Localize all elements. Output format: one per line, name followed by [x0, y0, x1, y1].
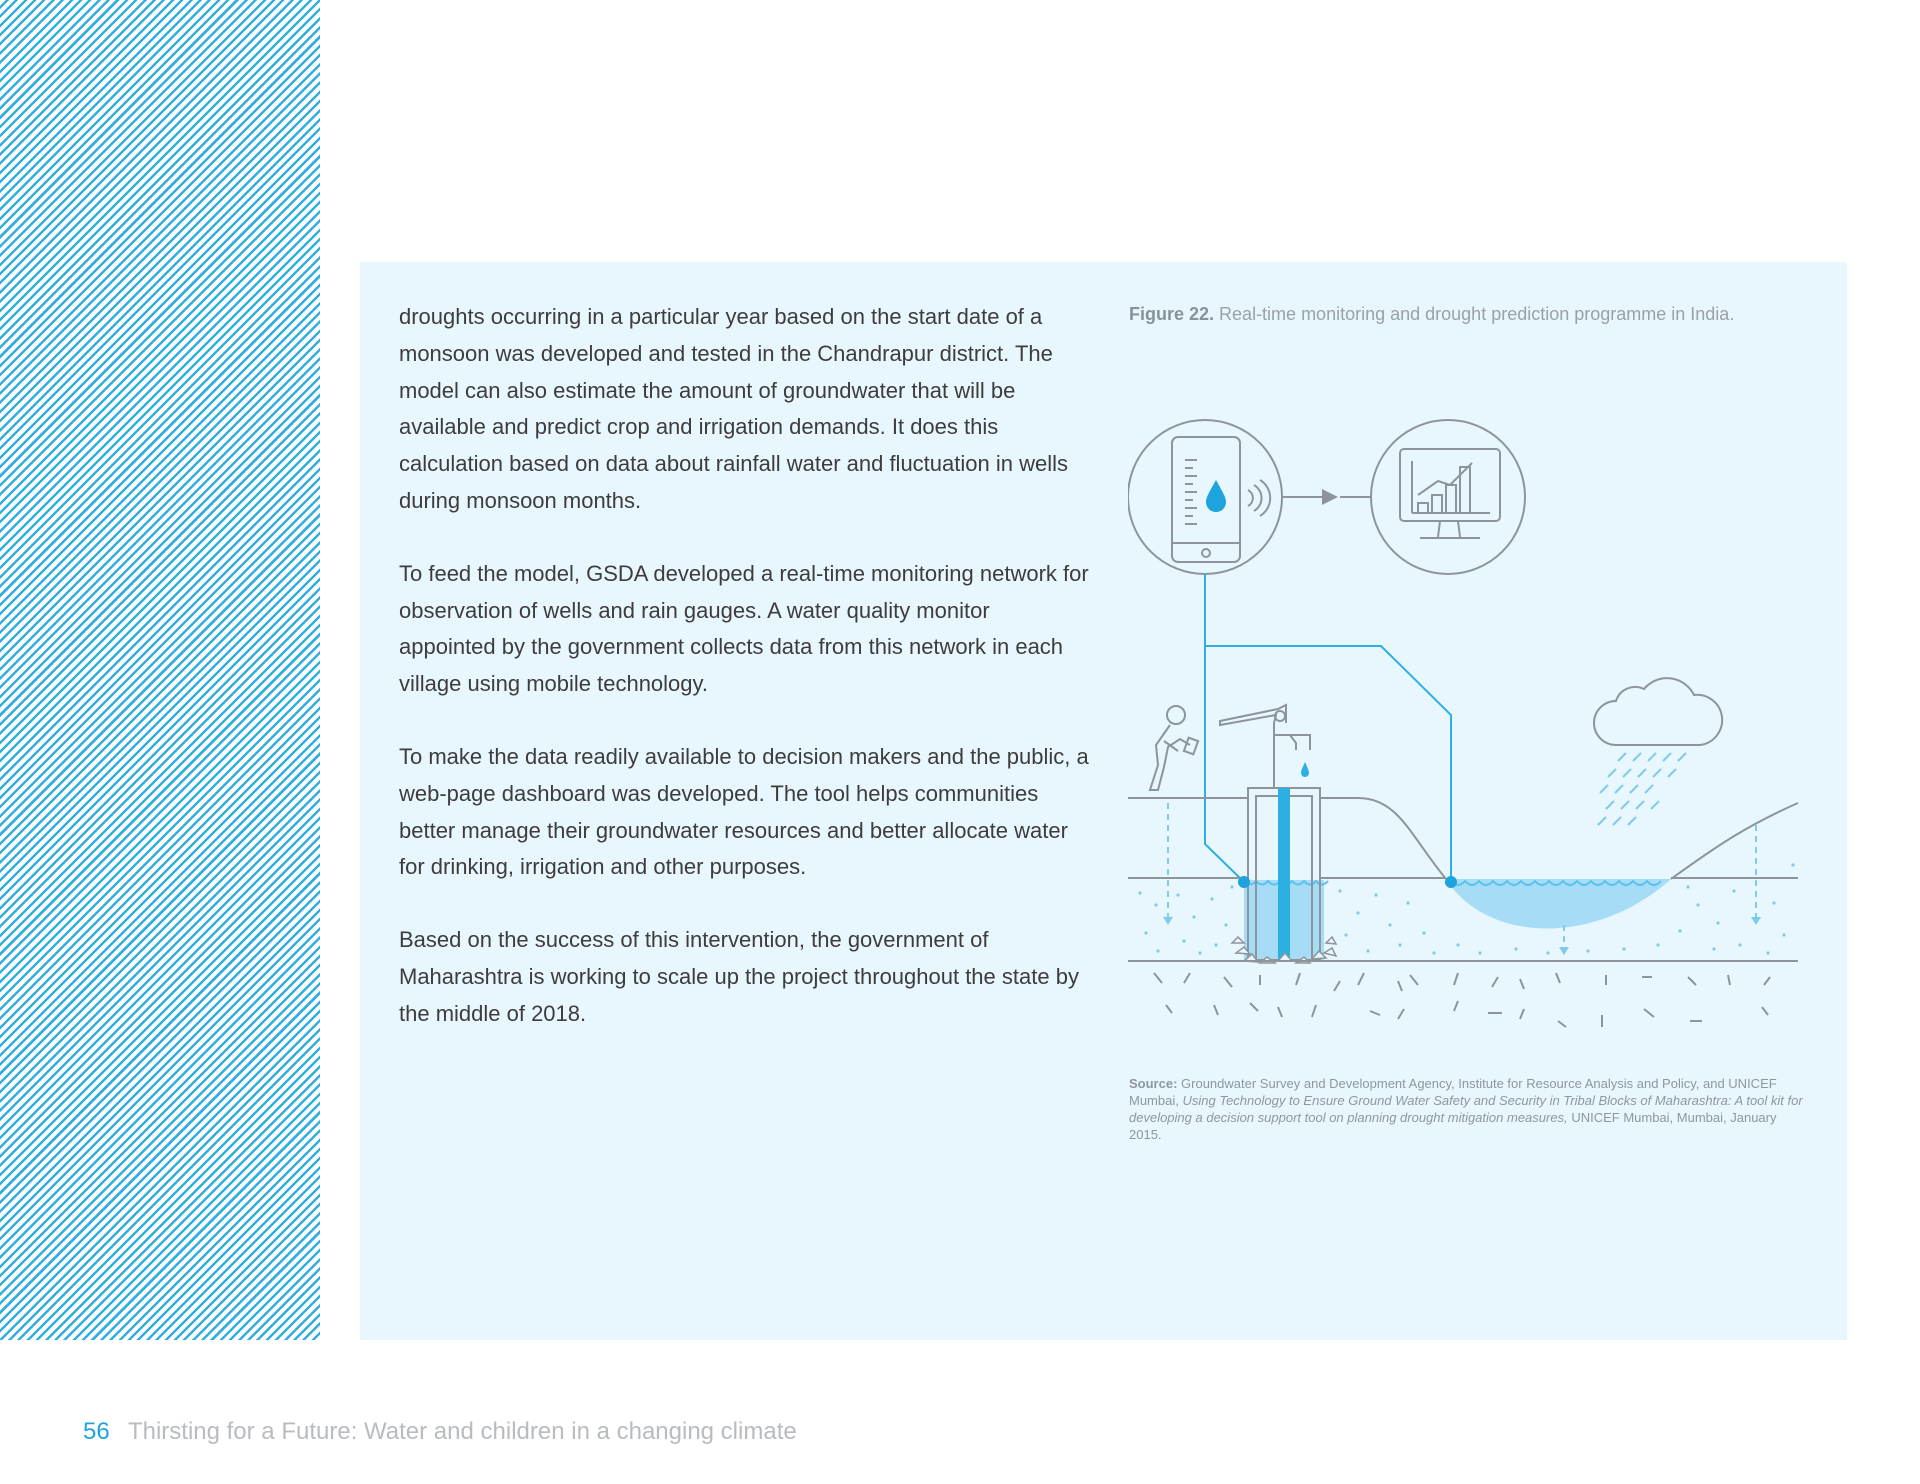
publication-title: Thirsting for a Future: Water and children in a changing climate [127, 1418, 797, 1445]
rain-icon [1598, 753, 1686, 825]
decorative-stripe-band [0, 0, 320, 1340]
signal-icon [1248, 480, 1270, 516]
figure-illustration [1128, 405, 1808, 1055]
person-icon [1150, 706, 1198, 790]
phone-circle [1128, 420, 1282, 574]
source-text: Groundwater Survey and Development Agency, Institute for Resource Analysis and Policy, and UNICEF Mumbai, [1129, 1076, 1777, 1108]
cloud-icon [1594, 678, 1722, 745]
body-paragraph-1: droughts occurring in a particular year based on the start date of a monsoon was developed and tested in the Chandrapur district. The model can also estimate the amount of groundwater that will be available and predict crop and irrigation demands. It does this calculation based on data about rainfall water and fluctuation in wells during monsoon months. [399, 304, 1068, 513]
hand-pump-icon [1220, 705, 1336, 963]
body-text [399, 299, 1089, 1069]
water-drop-icon [1206, 480, 1226, 512]
figure-caption [1129, 301, 1749, 328]
body-paragraph-4: Based on the success of this intervention, the government of Maharashtra is working to scale up the project throughout the state by the middle of 2018. [399, 927, 1079, 1026]
figure-label: Figure 22. [1129, 304, 1215, 324]
monitor-circle [1371, 420, 1525, 574]
monitor-chart-icon [1400, 449, 1500, 538]
page-number: 56 [83, 1418, 110, 1445]
river-water [1446, 879, 1671, 929]
figure-source [1129, 1075, 1809, 1143]
body-paragraph-2: To feed the model, GSDA developed a real-time monitoring network for observation of wells and rain gauges. A water quality monitor appointed by the government collects data from this network in each village using mobile technology. [399, 560, 1089, 697]
source-title: Using Technology to Ensure Ground Water Safety and Security in Tribal Blocks of Maharashtra: A tool kit for developing a decision support tool on planning drought mitigation measures, [1129, 1093, 1803, 1125]
source-label: Source: [1129, 1076, 1178, 1091]
figure-caption-text: Real-time monitoring and drought prediction programme in India. [1219, 304, 1735, 324]
source-publisher: UNICEF Mumbai, Mumbai, January 2015. [1129, 1110, 1777, 1142]
page-footer [83, 1418, 797, 1446]
body-paragraph-3: To make the data readily available to decision makers and the public, a web-page dashboard was developed. The tool helps communities better manage their groundwater resources and better allocate water for drinking, irrigation and other purposes. [399, 743, 1089, 880]
